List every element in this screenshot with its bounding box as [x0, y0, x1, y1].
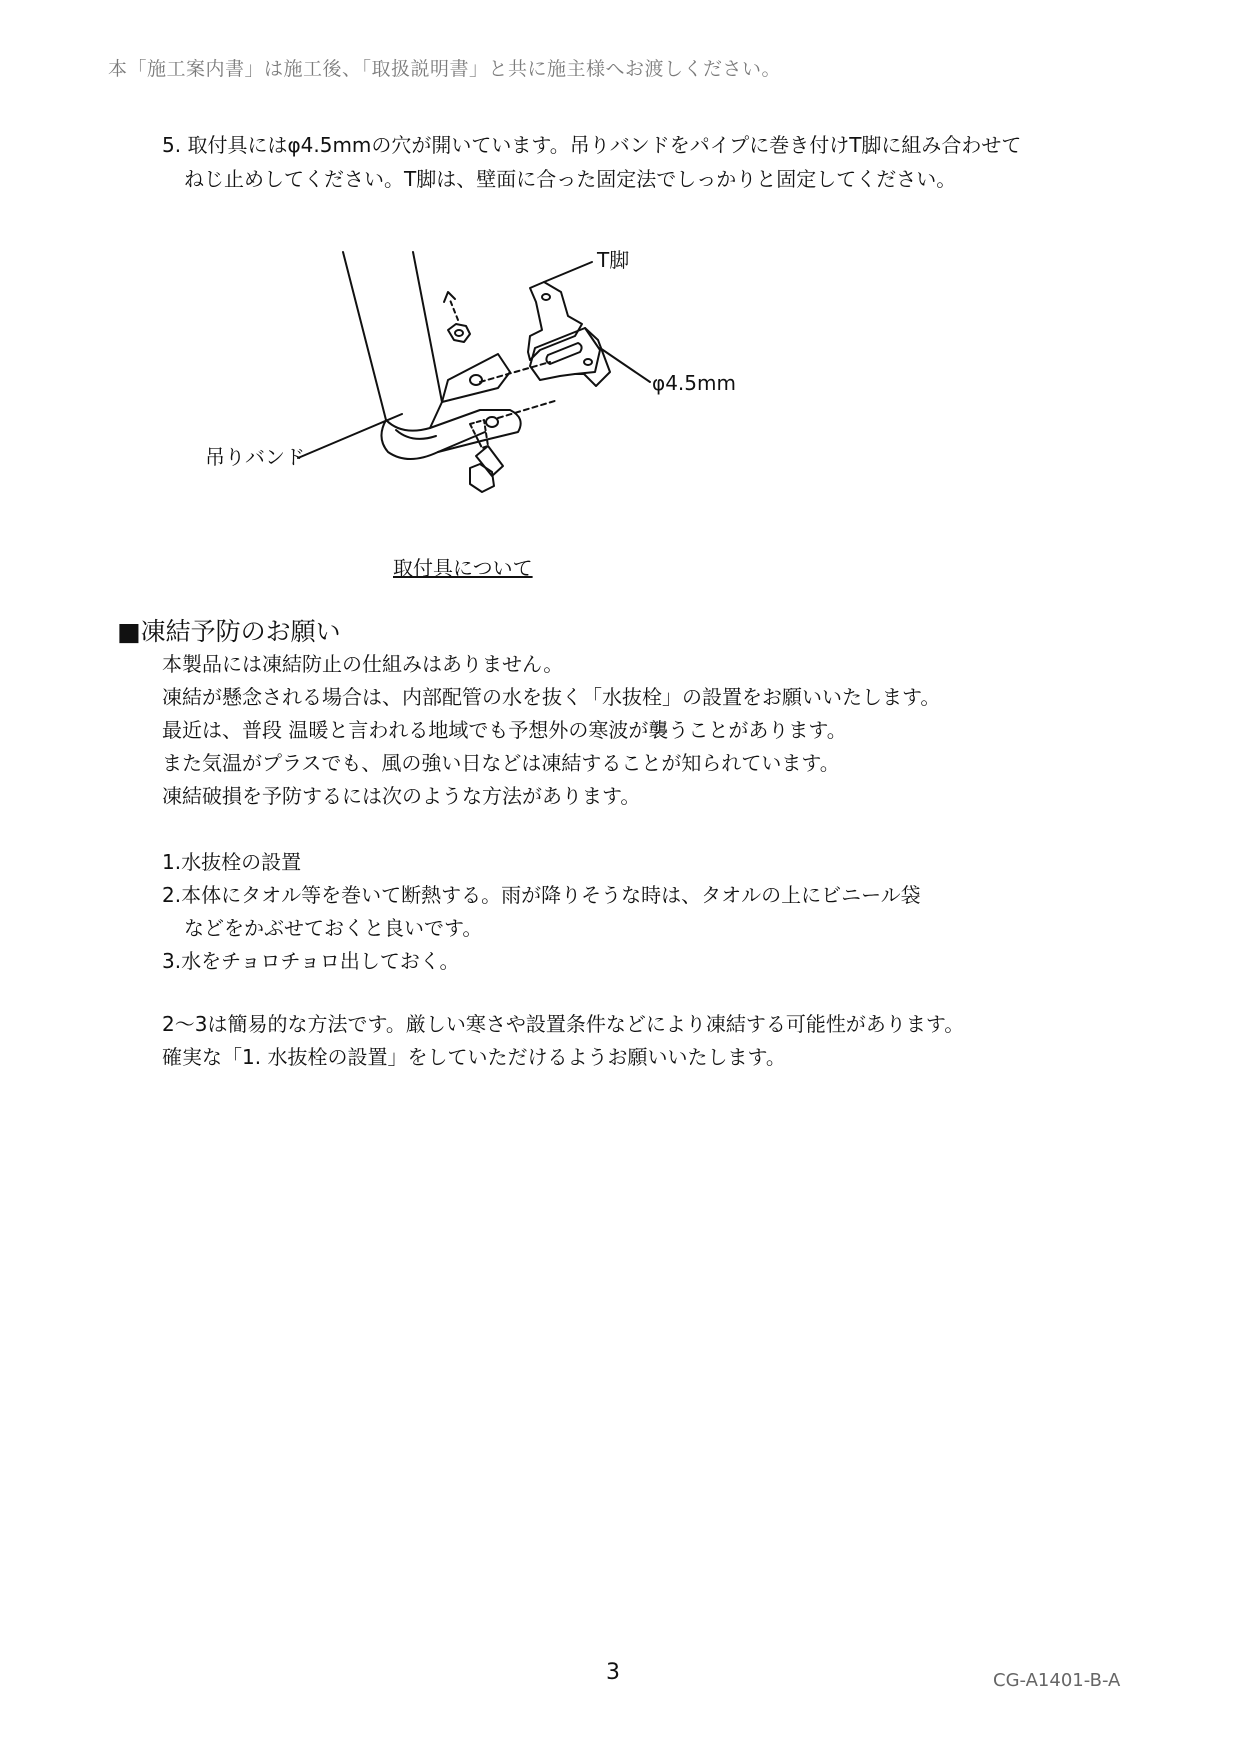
pipe-left-edge [343, 252, 386, 420]
freeze-paragraph-line: 最近は、普段 温暖と言われる地域でも予想外の寒波が襲うことがあります。 [162, 718, 847, 742]
tleg-front-plate [530, 328, 600, 380]
freeze-paragraph-line: 凍結破損を予防するには次のような方法があります。 [162, 784, 641, 808]
closing-line: 2～3は簡易的な方法です。厳しい寒さや設置条件などにより凍結する可能性があります。 [162, 1012, 965, 1036]
step5-line2: ねじ止めしてください。T脚は、壁面に合った固定法でしっかりと固定してください。 [184, 167, 957, 191]
freeze-methods-list [162, 846, 921, 978]
freeze-paragraph-line: 凍結が懸念される場合は、内部配管の水を抜く「水抜栓」の設置をお願いいたします。 [162, 685, 941, 709]
band-label: 吊りバンド [205, 445, 305, 469]
nut-guide-line [450, 300, 458, 320]
figure-caption: 取付具について [393, 556, 533, 580]
closing-line: 確実な「1. 水抜栓の設置」をしていただけるようお願いいたします。 [162, 1045, 786, 1069]
tleg-leader [544, 262, 592, 282]
hole-size-label: φ4.5mm [652, 371, 736, 395]
tleg-side-hole [584, 359, 592, 365]
list-item: 1.水抜栓の設置 [162, 850, 302, 874]
page-number: 3 [606, 1660, 620, 1685]
section-title-freeze-prevention: ■凍結予防のお願い [117, 617, 341, 646]
list-item: 2.本体にタオル等を巻いて断熱する。雨が降りそうな時は、タオルの上にビニール袋 [162, 883, 921, 907]
list-item-continuation: などをかぶせておくと良いです。 [184, 916, 483, 940]
freeze-paragraph [162, 648, 940, 813]
tleg-top-hole [542, 294, 550, 300]
list-item: 3.水をチョロチョロ出しておく。 [162, 949, 460, 973]
nut-hole [455, 330, 463, 336]
tleg-side-plate [575, 328, 610, 386]
mounting-bracket-figure [180, 240, 820, 550]
nut [448, 324, 470, 342]
bolt-head [470, 464, 494, 492]
header-note: 本「施工案内書」は施工後、「取扱説明書」と共に施主様へお渡しください。 [108, 58, 782, 80]
step5-line1: 5. 取付具にはφ4.5mmの穴が開いています。吊りバンドをパイプに巻き付けT脚に組み合わせて [162, 133, 1022, 157]
freeze-closing [162, 1008, 964, 1074]
freeze-paragraph-line: 本製品には凍結防止の仕組みはありません。 [162, 652, 564, 676]
document-code: CG-A1401-B-A [993, 1670, 1121, 1691]
step5-instruction [162, 128, 1021, 196]
band-upper-flange [442, 354, 510, 402]
band-lower-hole [486, 417, 498, 427]
pipe-right-edge [413, 252, 442, 402]
freeze-paragraph-line: また気温がプラスでも、風の強い日などは凍結することが知られています。 [162, 751, 840, 775]
band-upper-hole [470, 375, 482, 385]
nut-guide-arrowhead [444, 292, 455, 302]
tleg-label: T脚 [597, 248, 630, 272]
mounting-bracket-illustration [180, 240, 820, 550]
